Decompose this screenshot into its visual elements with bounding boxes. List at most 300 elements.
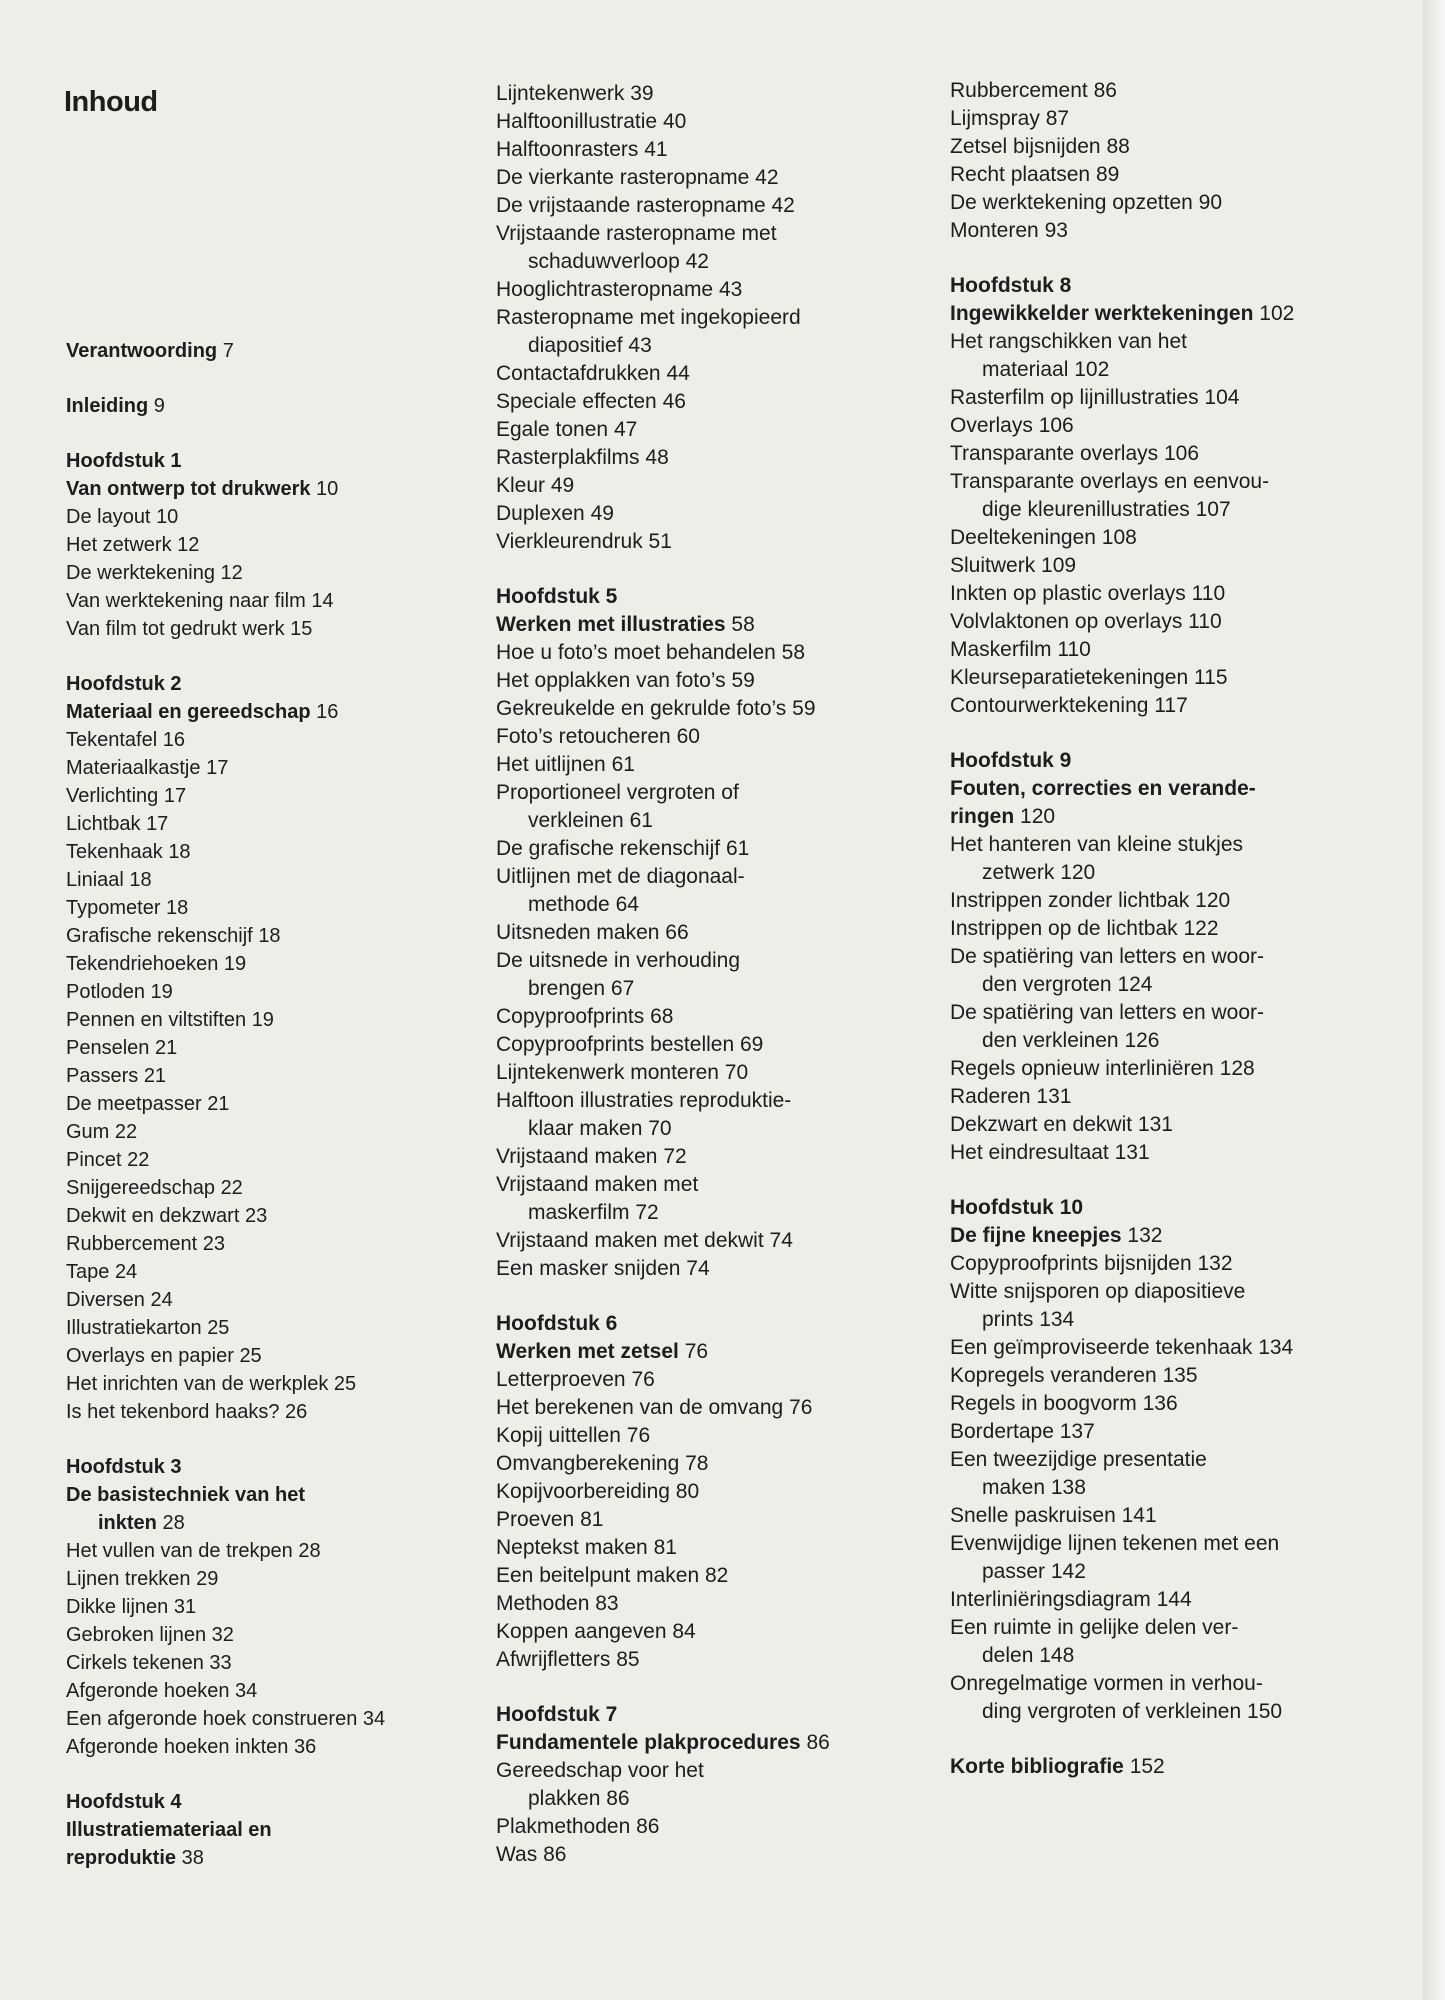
- toc-page-number: 132: [1127, 1224, 1163, 1247]
- toc-page-number: 134: [1039, 1308, 1075, 1331]
- toc-page-number: 16: [316, 701, 339, 723]
- toc-page-number: 102: [1259, 302, 1295, 325]
- toc-entry-title: Rubbercement: [66, 1233, 198, 1255]
- toc-page-number: 10: [316, 478, 339, 500]
- toc-entry-title: Overlays en papier: [66, 1345, 234, 1367]
- toc-entry: [950, 328, 1390, 356]
- toc-entry-title: Duplexen: [496, 502, 585, 525]
- toc-entry-title: Het vullen van de trekpen: [66, 1540, 293, 1562]
- toc-section: [496, 1701, 936, 1869]
- toc-entry-title: De uitsnede in verhouding: [496, 949, 741, 972]
- toc-entry: [950, 412, 1390, 440]
- toc-page-number: 109: [1041, 554, 1077, 577]
- toc-page-number: 43: [718, 278, 743, 301]
- toc-column-1: [66, 337, 486, 1899]
- toc-entry-title: delen: [982, 1644, 1034, 1667]
- toc-entry-title: Omvangberekening: [496, 1452, 680, 1475]
- toc-entry-title: De spatiëring van letters en woor-: [950, 1001, 1264, 1024]
- toc-page-number: 70: [724, 1061, 749, 1084]
- toc-entry-title: Rasterplakfilms: [496, 446, 640, 469]
- toc-entry-title: Neptekst maken: [496, 1536, 648, 1559]
- toc-entry: [950, 887, 1390, 915]
- toc-entry-title: Hoofdstuk 7: [496, 1703, 618, 1726]
- toc-entry-title: Lijntekenwerk: [496, 82, 625, 105]
- toc-page-number: 86: [606, 1787, 630, 1810]
- toc-entry-title: Typometer: [66, 897, 161, 919]
- toc-entry-title: dige kleurenillustraties: [982, 498, 1190, 521]
- toc-entry: [66, 475, 486, 503]
- toc-entry-title: Penselen: [66, 1037, 150, 1059]
- toc-page-number: 58: [781, 641, 806, 664]
- toc-entry-title: Regels opnieuw interliniëren: [950, 1057, 1214, 1080]
- toc-heading: [950, 775, 1390, 803]
- toc-entry-title: De werktekening opzetten: [950, 191, 1193, 214]
- toc-page-number: 138: [1050, 1476, 1086, 1499]
- toc-section: [950, 272, 1390, 720]
- toc-entry-title: Dekzwart en dekwit: [950, 1113, 1133, 1136]
- toc-page-number: 31: [173, 1596, 197, 1618]
- toc-entry: [950, 1139, 1390, 1167]
- toc-entry: [950, 803, 1390, 831]
- toc-page-number: 17: [206, 757, 229, 779]
- toc-entry: [496, 164, 936, 192]
- toc-entry: [496, 807, 936, 835]
- toc-entry-title: Liniaal: [66, 869, 124, 891]
- toc-entry-title: Een afgeronde hoek construeren: [66, 1708, 358, 1730]
- toc-entry: [950, 608, 1390, 636]
- toc-entry-title: De vierkante rasteropname: [496, 166, 750, 189]
- toc-section: [66, 392, 486, 420]
- toc-entry-title: Dekwit en dekzwart: [66, 1205, 240, 1227]
- toc-entry: [496, 360, 936, 388]
- toc-page-number: 19: [150, 981, 173, 1003]
- toc-entry-title: Was: [496, 1843, 538, 1866]
- toc-entry-title: Is het tekenbord haaks?: [66, 1401, 280, 1423]
- toc-page-number: 72: [663, 1145, 687, 1168]
- toc-entry-title: Illustratiekarton: [66, 1317, 202, 1339]
- toc-page-number: 74: [686, 1257, 710, 1280]
- toc-page-number: 19: [223, 953, 247, 975]
- toc-entry: [496, 723, 936, 751]
- toc-entry: [950, 831, 1390, 859]
- toc-entry: [496, 1143, 936, 1171]
- toc-entry: [496, 1841, 936, 1869]
- toc-entry-title: Kopijvoorbereiding: [496, 1480, 670, 1503]
- toc-page-number: 34: [235, 1680, 258, 1702]
- toc-entry: [950, 552, 1390, 580]
- toc-entry: [496, 472, 936, 500]
- toc-entry: [66, 1146, 486, 1174]
- toc-page-number: 26: [285, 1401, 308, 1423]
- page-edge: [1423, 0, 1445, 2000]
- toc-entry-title: Het zetwerk: [66, 534, 172, 556]
- toc-entry-title: diapositief: [528, 334, 623, 357]
- toc-entry-title: Verlichting: [66, 785, 159, 807]
- toc-entry: [496, 304, 936, 332]
- toc-page-number: 148: [1039, 1644, 1075, 1667]
- toc-entry: [950, 1306, 1390, 1334]
- toc-entry-title: zetwerk: [982, 861, 1055, 884]
- toc-entry: [496, 919, 936, 947]
- toc-entry-title: Hooglichtrasteropname: [496, 278, 714, 301]
- toc-entry: [950, 1502, 1390, 1530]
- toc-entry-title: Contactafdrukken: [496, 362, 661, 385]
- toc-entry: [950, 384, 1390, 412]
- toc-entry-title: Proportioneel vergroten of: [496, 781, 739, 804]
- toc-entry: [496, 975, 936, 1003]
- toc-entry: [66, 1174, 486, 1202]
- toc-page-number: 59: [731, 669, 755, 692]
- toc-entry: [496, 751, 936, 779]
- toc-entry: [496, 1394, 936, 1422]
- toc-entry-title: maskerfilm: [528, 1201, 630, 1224]
- toc-entry-title: plakken: [528, 1787, 601, 1810]
- toc-entry: [950, 915, 1390, 943]
- toc-entry: [496, 1785, 936, 1813]
- toc-entry-title: Halftoonrasters: [496, 138, 639, 161]
- toc-entry: [496, 1646, 936, 1674]
- toc-entry-title: Onregelmatige vormen in verhou-: [950, 1672, 1263, 1695]
- toc-page-number: 46: [662, 390, 686, 413]
- toc-entry-title: Regels in boogvorm: [950, 1392, 1137, 1415]
- toc-entry: [66, 1844, 486, 1872]
- toc-page-number: 61: [629, 809, 653, 832]
- toc-page-number: 126: [1124, 1029, 1160, 1052]
- toc-page-number: 49: [590, 502, 614, 525]
- toc-entry-title: Tekenhaak: [66, 841, 163, 863]
- toc-entry-title: Monteren: [950, 219, 1039, 242]
- toc-entry: [950, 1055, 1390, 1083]
- toc-entry: [66, 1230, 486, 1258]
- toc-entry-title: Egale tonen: [496, 418, 609, 441]
- toc-entry-title: Rubbercement: [950, 79, 1088, 102]
- toc-entry-title: Een geïmproviseerde tekenhaak: [950, 1336, 1253, 1359]
- toc-page-number: 59: [792, 697, 816, 720]
- toc-column-3: [950, 77, 1390, 1808]
- toc-page-number: 21: [207, 1093, 230, 1115]
- toc-column-2: [496, 80, 936, 1896]
- toc-page-number: 42: [755, 166, 779, 189]
- toc-entry: [66, 587, 486, 615]
- toc-page-number: 93: [1044, 219, 1068, 242]
- toc-section: [950, 1753, 1390, 1781]
- toc-entry: [496, 1757, 936, 1785]
- toc-entry: [950, 524, 1390, 552]
- toc-entry: [950, 1753, 1390, 1781]
- toc-entry: [950, 1334, 1390, 1362]
- toc-entry: [496, 1031, 936, 1059]
- toc-entry: [496, 388, 936, 416]
- toc-entry-title: Interliniëringsdiagram: [950, 1588, 1151, 1611]
- toc-entry-title: reproduktie: [66, 1847, 177, 1869]
- toc-entry: [66, 810, 486, 838]
- toc-page-number: 132: [1197, 1252, 1233, 1275]
- toc-entry-title: Kopij uittellen: [496, 1424, 621, 1447]
- toc-entry-title: Plakmethoden: [496, 1815, 631, 1838]
- toc-page-number: 136: [1142, 1392, 1178, 1415]
- toc-entry: [66, 559, 486, 587]
- toc-entry: [950, 1111, 1390, 1139]
- toc-page-number: 76: [631, 1368, 655, 1391]
- toc-entry-title: Uitsneden maken: [496, 921, 660, 944]
- toc-page-number: 28: [298, 1540, 321, 1562]
- toc-entry-title: Afgeronde hoeken: [66, 1680, 230, 1702]
- toc-entry-title: Instrippen op de lichtbak: [950, 917, 1178, 940]
- toc-entry-title: De fijne kneepjes: [950, 1224, 1122, 1247]
- toc-entry-title: prints: [982, 1308, 1034, 1331]
- toc-page-number: 21: [143, 1065, 167, 1087]
- toc-entry-title: Tekendriehoeken: [66, 953, 219, 975]
- toc-entry-title: Proeven: [496, 1508, 575, 1531]
- toc-entry-title: ding vergroten of verkleinen: [982, 1700, 1242, 1723]
- toc-entry-title: Volvlaktonen op overlays: [950, 610, 1183, 633]
- toc-entry-title: Instrippen zonder lichtbak: [950, 889, 1190, 912]
- toc-entry: [496, 611, 936, 639]
- toc-entry-title: De vrijstaande rasteropname: [496, 194, 766, 217]
- toc-entry: [496, 1562, 936, 1590]
- toc-page-number: 66: [665, 921, 689, 944]
- toc-entry-title: Hoofdstuk 6: [496, 1312, 618, 1335]
- toc-entry: [950, 636, 1390, 664]
- toc-entry: [66, 1034, 486, 1062]
- toc-page-number: 134: [1258, 1336, 1294, 1359]
- toc-page-number: 17: [163, 785, 187, 807]
- toc-entry: [950, 1698, 1390, 1726]
- toc-page-number: 86: [543, 1843, 567, 1866]
- toc-entry-title: Inkten op plastic overlays: [950, 582, 1186, 605]
- toc-entry-title: Copyproofprints: [496, 1005, 645, 1028]
- toc-entry: [496, 1590, 936, 1618]
- toc-page-number: 21: [154, 1037, 178, 1059]
- toc-entry: [496, 1813, 936, 1841]
- toc-page-number: 144: [1156, 1588, 1192, 1611]
- toc-entry: [950, 496, 1390, 524]
- toc-page-number: 17: [146, 813, 169, 835]
- toc-page-number: 85: [616, 1648, 640, 1671]
- toc-page-number: 28: [162, 1512, 185, 1534]
- toc-entry: [66, 922, 486, 950]
- toc-page-number: 80: [675, 1480, 700, 1503]
- toc-page-number: 150: [1247, 1700, 1283, 1723]
- toc-page-number: 72: [635, 1201, 659, 1224]
- toc-page-number: 86: [636, 1815, 660, 1838]
- toc-page-number: 128: [1219, 1057, 1255, 1080]
- toc-entry-title: Zetsel bijsnijden: [950, 135, 1101, 158]
- toc-page-number: 88: [1106, 135, 1130, 158]
- toc-entry-title: maken: [982, 1476, 1046, 1499]
- toc-page-number: 49: [550, 474, 575, 497]
- toc-entry-title: Evenwijdige lijnen tekenen met een: [950, 1532, 1280, 1555]
- toc-entry: [950, 1278, 1390, 1306]
- toc-entry-title: Halftoonillustratie: [496, 110, 658, 133]
- toc-page-number: 22: [114, 1121, 138, 1143]
- toc-entry-title: passer: [982, 1560, 1046, 1583]
- toc-section: [66, 1453, 486, 1761]
- toc-page-number: 117: [1154, 694, 1188, 717]
- toc-entry-title: brengen: [528, 977, 606, 1000]
- toc-entry: [66, 1593, 486, 1621]
- toc-page-number: 10: [156, 506, 179, 528]
- toc-page-number: 137: [1059, 1420, 1095, 1443]
- toc-heading: [950, 747, 1390, 775]
- toc-page-number: 38: [181, 1847, 204, 1869]
- toc-heading: [496, 1701, 936, 1729]
- toc-entry-title: Van film tot gedrukt werk: [66, 618, 285, 640]
- toc-entry-title: Grafische rekenschijf: [66, 925, 253, 947]
- toc-entry-title: Dikke lijnen: [66, 1596, 169, 1618]
- toc-entry: [66, 782, 486, 810]
- toc-entry: [950, 1614, 1390, 1642]
- toc-entry: [66, 1006, 486, 1034]
- toc-entry: [66, 1062, 486, 1090]
- toc-entry-title: Een tweezijdige presentatie: [950, 1448, 1207, 1471]
- toc-entry-title: Het rangschikken van het: [950, 330, 1187, 353]
- toc-entry-title: Verantwoording: [66, 340, 218, 362]
- toc-entry: [496, 332, 936, 360]
- toc-entry: [496, 835, 936, 863]
- toc-page-number: 108: [1101, 526, 1137, 549]
- toc-page-number: 44: [666, 362, 690, 385]
- toc-heading: [66, 447, 486, 475]
- toc-entry-title: Rasterfilm op lijnillustraties: [950, 386, 1199, 409]
- toc-entry: [496, 1338, 936, 1366]
- toc-page-number: 131: [1114, 1141, 1150, 1164]
- toc-entry-title: Fundamentele plakprocedures: [496, 1731, 801, 1754]
- toc-entry-title: De spatiëring van letters en woor-: [950, 945, 1264, 968]
- toc-entry: [950, 1446, 1390, 1474]
- toc-entry: [496, 1422, 936, 1450]
- toc-entry-title: Materiaal en gereedschap: [66, 701, 311, 723]
- toc-page-number: 86: [1093, 79, 1117, 102]
- toc-entry: [496, 891, 936, 919]
- toc-entry-title: Koppen aangeven: [496, 1620, 667, 1643]
- toc-entry: [66, 1537, 486, 1565]
- toc-entry: [496, 1199, 936, 1227]
- toc-entry: [496, 779, 936, 807]
- toc-entry-title: inkten: [98, 1512, 157, 1534]
- toc-entry-title: Kopregels veranderen: [950, 1364, 1157, 1387]
- toc-section: [496, 1310, 936, 1674]
- toc-page-number: 76: [626, 1424, 651, 1447]
- toc-page-number: 18: [129, 869, 152, 891]
- toc-page-number: 84: [672, 1620, 696, 1643]
- toc-entry: [950, 356, 1390, 384]
- toc-page-number: 34: [362, 1708, 386, 1730]
- toc-entry-title: Hoofdstuk 4: [66, 1791, 182, 1813]
- toc-entry-title: Ingewikkelder werktekeningen: [950, 302, 1254, 325]
- toc-entry-title: Tekentafel: [66, 729, 158, 751]
- toc-entry-title: Raderen: [950, 1085, 1031, 1108]
- toc-entry: [66, 978, 486, 1006]
- toc-entry-title: Vrijstaande rasteropname met: [496, 222, 777, 245]
- toc-entry-title: Lijmspray: [950, 107, 1040, 130]
- toc-page-number: 76: [789, 1396, 813, 1419]
- toc-entry: [950, 189, 1390, 217]
- toc-page-number: 36: [293, 1736, 317, 1758]
- toc-entry-title: Lijnen trekken: [66, 1568, 191, 1590]
- toc-entry-title: De basistechniek van het: [66, 1484, 305, 1506]
- toc-page-number: 90: [1198, 191, 1223, 214]
- toc-page-number: 24: [114, 1261, 138, 1283]
- toc-entry: [950, 664, 1390, 692]
- toc-entry: [496, 528, 936, 556]
- toc-section: [950, 1194, 1390, 1726]
- toc-entry-title: Sluitwerk: [950, 554, 1036, 577]
- toc-page-number: 89: [1095, 163, 1120, 186]
- toc-entry-title: Lichtbak: [66, 813, 141, 835]
- toc-page-number: 142: [1050, 1560, 1086, 1583]
- toc-entry: [496, 667, 936, 695]
- toc-entry-title: Een beitelpunt maken: [496, 1564, 700, 1587]
- toc-entry: [496, 1729, 936, 1757]
- toc-page-number: 124: [1117, 973, 1153, 996]
- toc-page-number: 25: [239, 1345, 262, 1367]
- toc-entry-title: ringen: [950, 805, 1015, 828]
- toc-section: [950, 747, 1390, 1167]
- toc-heading: [66, 1481, 486, 1509]
- toc-entry-title: Fouten, correcties en verande-: [950, 777, 1256, 800]
- toc-entry: [950, 1670, 1390, 1698]
- toc-page-number: 120: [1195, 889, 1231, 912]
- toc-entry-title: Korte bibliografie: [950, 1755, 1124, 1778]
- toc-page-number: 81: [580, 1508, 604, 1531]
- toc-entry-title: Kleurseparatietekeningen: [950, 666, 1189, 689]
- toc-page-number: 131: [1036, 1085, 1072, 1108]
- toc-page-number: 115: [1194, 666, 1228, 689]
- toc-entry-title: Halftoon illustraties reproduktie-: [496, 1089, 792, 1112]
- toc-entry: [496, 192, 936, 220]
- toc-entry-title: Deeltekeningen: [950, 526, 1096, 549]
- toc-page-number: 78: [685, 1452, 709, 1475]
- toc-entry-title: Contourwerktekening: [950, 694, 1149, 717]
- toc-entry: [496, 1450, 936, 1478]
- toc-entry-title: schaduwverloop: [528, 250, 680, 273]
- toc-page-number: 141: [1121, 1504, 1157, 1527]
- toc-page-number: 47: [613, 418, 638, 441]
- toc-entry: [66, 1286, 486, 1314]
- toc-entry: [950, 1027, 1390, 1055]
- toc-page-number: 25: [333, 1373, 357, 1395]
- toc-entry: [950, 1222, 1390, 1250]
- toc-entry: [66, 503, 486, 531]
- toc-entry: [496, 500, 936, 528]
- toc-entry: [950, 133, 1390, 161]
- toc-entry: [66, 1733, 486, 1761]
- toc-entry: [66, 1509, 486, 1537]
- toc-entry: [496, 1171, 936, 1199]
- toc-entry: [950, 300, 1390, 328]
- toc-page-number: 43: [628, 334, 652, 357]
- toc-page-number: 18: [166, 897, 189, 919]
- toc-entry-title: Hoofdstuk 10: [950, 1196, 1084, 1219]
- toc-entry-title: Recht plaatsen: [950, 163, 1091, 186]
- toc-entry: [66, 1314, 486, 1342]
- toc-page-number: 135: [1162, 1364, 1198, 1387]
- toc-entry: [950, 1558, 1390, 1586]
- toc-entry: [950, 1083, 1390, 1111]
- toc-entry-title: Uitlijnen met de diagonaal-: [496, 865, 745, 888]
- toc-entry-title: De grafische rekenschijf: [496, 837, 721, 860]
- toc-entry: [66, 894, 486, 922]
- toc-entry-title: den verkleinen: [982, 1029, 1119, 1052]
- toc-page-number: 42: [771, 194, 795, 217]
- toc-page-number: 69: [739, 1033, 764, 1056]
- toc-entry: [950, 999, 1390, 1027]
- toc-entry: [950, 943, 1390, 971]
- toc-entry: [66, 1342, 486, 1370]
- toc-page-number: 33: [209, 1652, 232, 1674]
- toc-page-number: 22: [127, 1149, 150, 1171]
